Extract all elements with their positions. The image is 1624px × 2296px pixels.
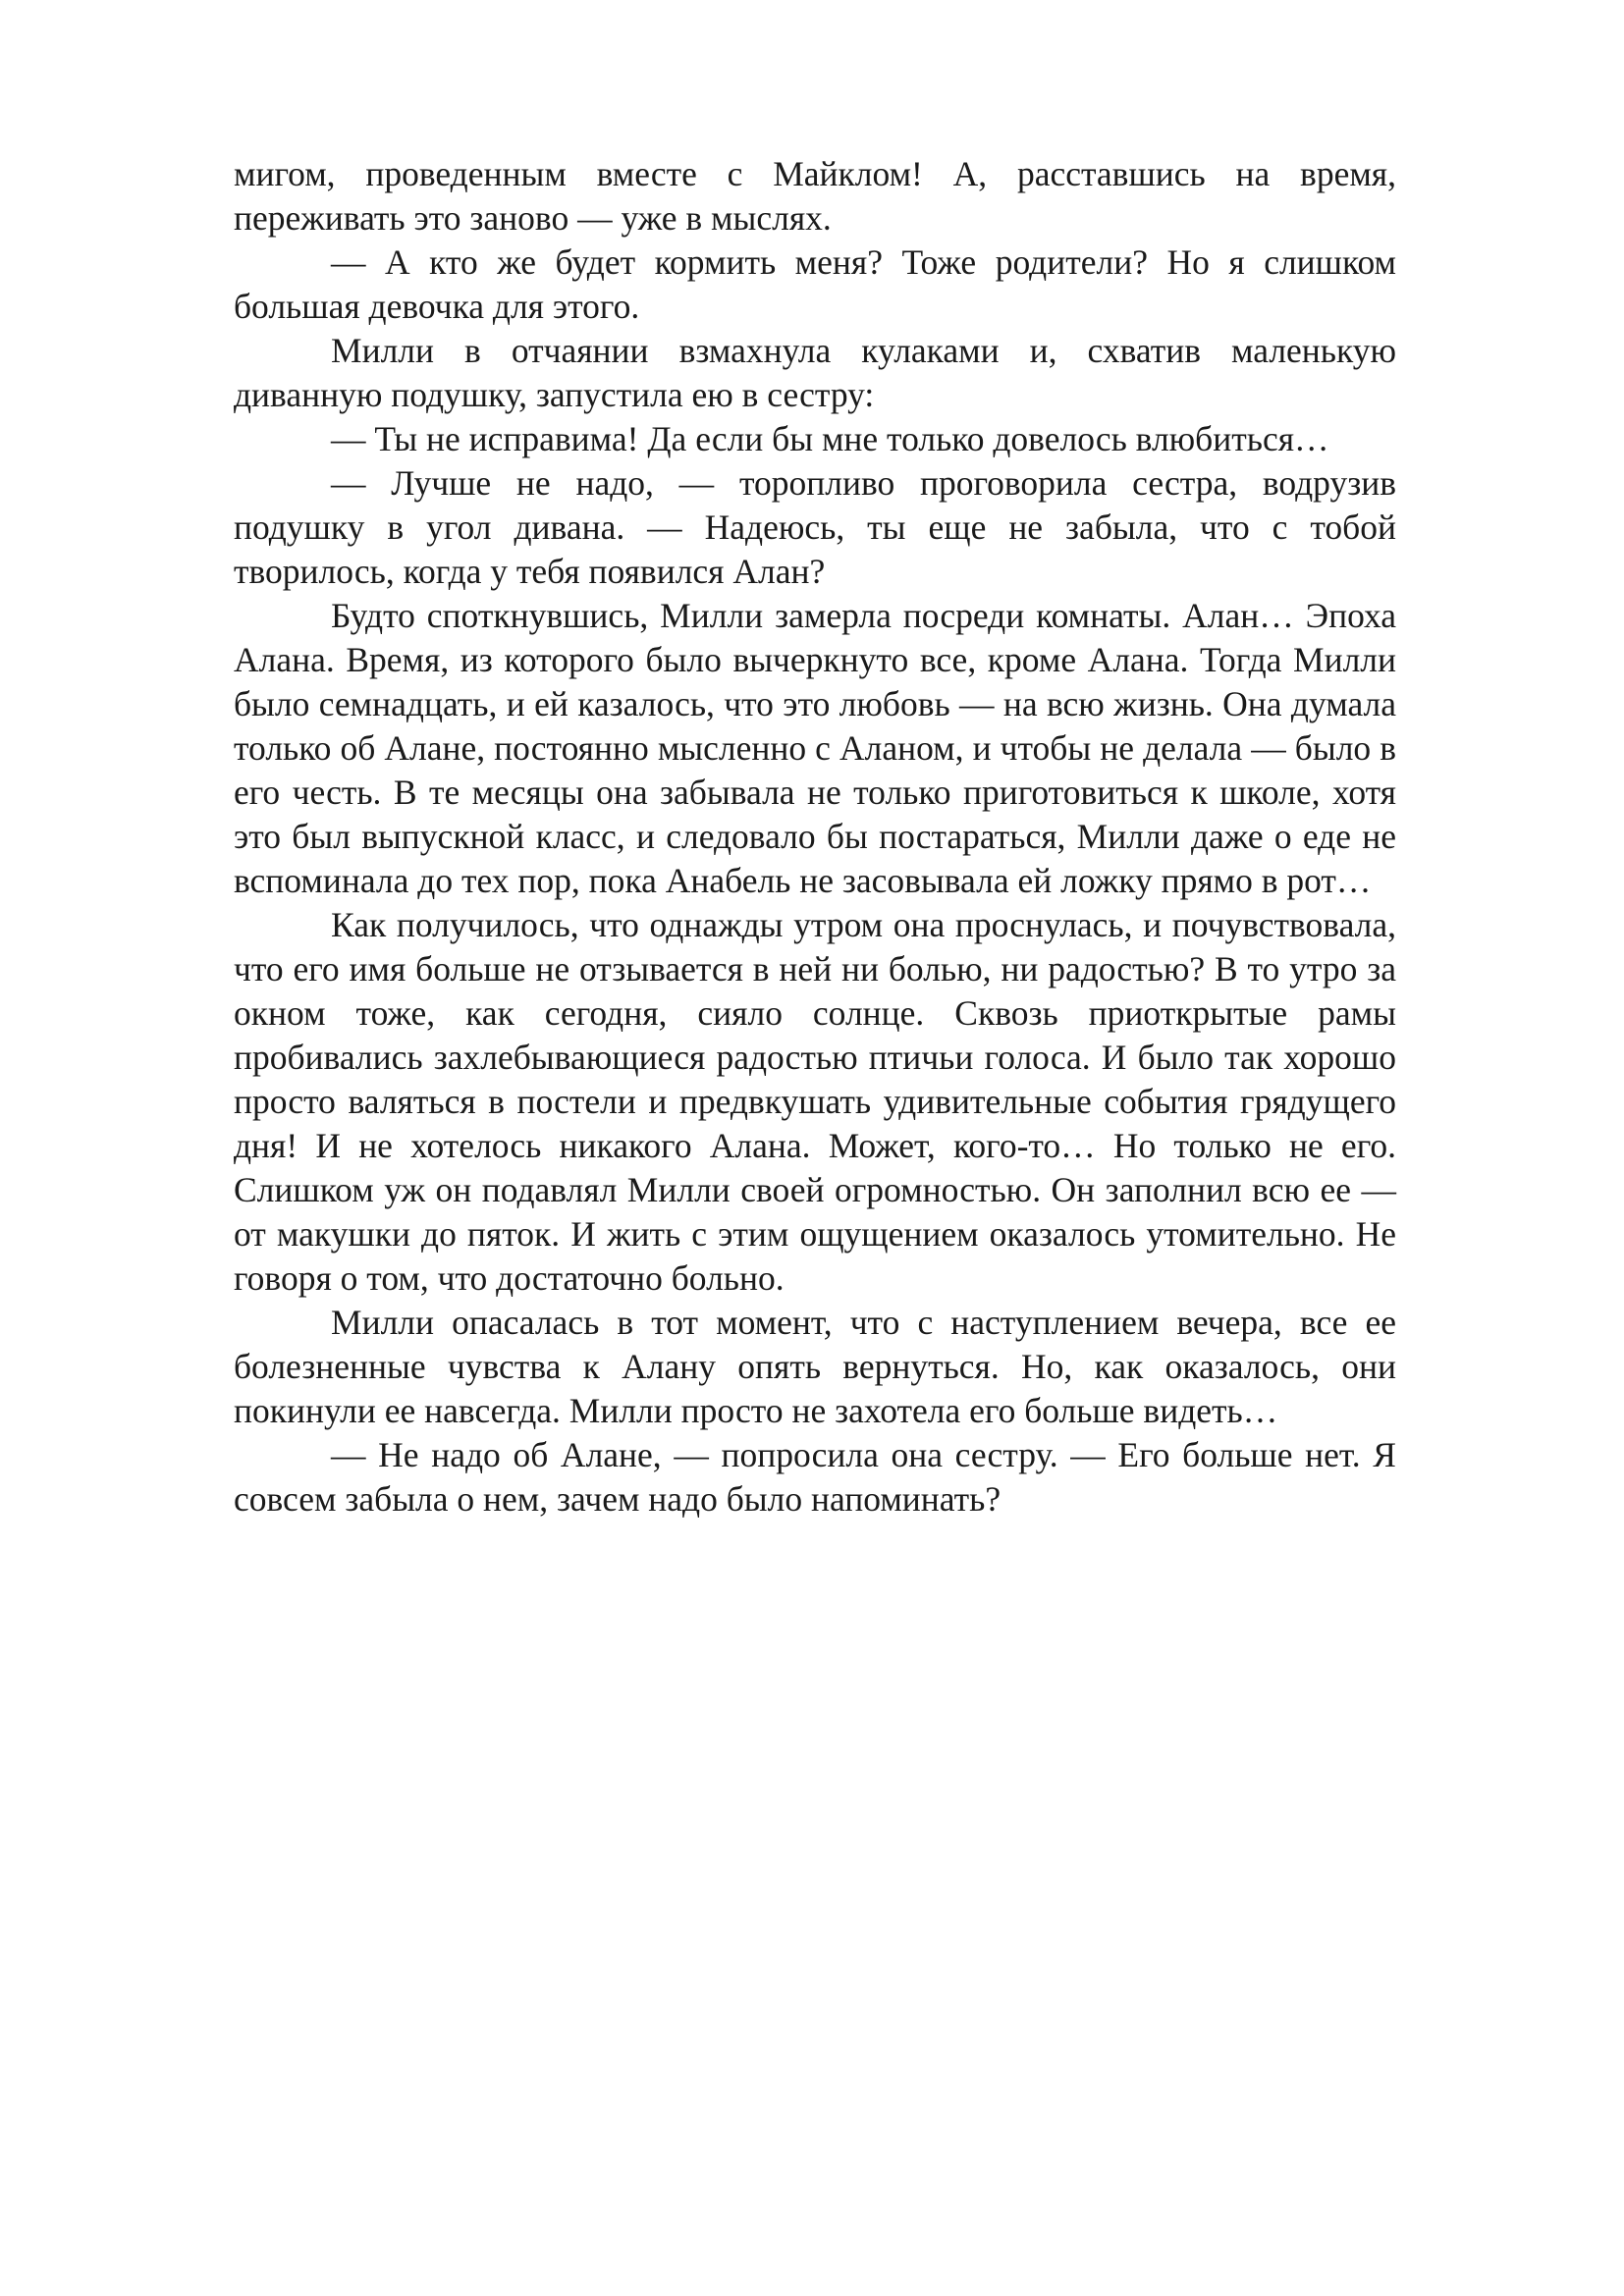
paragraph-continuation: мигом, проведенным вместе с Майклом! А, расставшись на время, переживать это заново — уже в мыслях. (234, 154, 1396, 238)
body-text (234, 152, 1396, 1522)
paragraph-dialogue-alan: — Лучше не надо, — торопливо проговорила сестра, водрузив подушку в угол дивана. — Надеюсь, ты еще не забыла, что с тобой творилось, когда у тебя появился Алан? (234, 463, 1396, 591)
paragraph-dialogue-forget: — Не надо об Алане, — попросила она сестру. — Его больше нет. Я совсем забыла о нем, зачем надо было напоминать? (234, 1435, 1396, 1519)
paragraph-evening-fear: Милли опасалась в тот момент, что с наступлением вечера, все ее болезненные чувства к Алану опять вернуться. Но, как оказалось, они покинули ее навсегда. Милли просто не захотела его больше видеть… (234, 1303, 1396, 1430)
paragraph-dialogue-incorrigible: — Ты не исправима! Да если бы мне только довелось влюбиться… (331, 419, 1329, 458)
paragraph-dialogue-feeding: — А кто же будет кормить меня? Тоже родители? Но я слишком большая девочка для этого. (234, 242, 1396, 326)
paragraph-pillow-throw: Милли в отчаянии взмахнула кулаками и, схватив маленькую диванную подушку, запустила ею в сестру: (234, 331, 1396, 414)
paragraph-morning: Как получилось, что однажды утром она проснулась, и почувствовала, что его имя больше не отзывается в ней ни болью, ни радостью? В то утро за окном тоже, как сегодня, сияло солнце. Сквозь приоткрытые рамы пробивались захлебывающиеся радостью птичьи голоса. И было так хорошо просто валяться в постели и предвкушать удивительные события грядущего дня! И не хотелось никакого Алана. Может, кого-то… Но только не его. Слишком уж он подавлял Милли своей огромностью. Он заполнил всю ее — от макушки до пяток. И жить с этим ощущением оказалось утомительно. Не говоря о том, что достаточно больно. (234, 905, 1396, 1298)
paragraph-alan-era: Будто споткнувшись, Милли замерла посреди комнаты. Алан… Эпоха Алана. Время, из которого было вычеркнуто все, кроме Алана. Тогда Милли было семнадцать, и ей казалось, что это любовь — на всю жизнь. Она думала только об Алане, постоянно мысленно с Аланом, и чтобы не делала — было в его честь. В те месяцы она забывала не только приготовиться к школе, хотя это был выпускной класс, и следовало бы постараться, Милли даже о еде не вспоминала до тех пор, пока Анабель не засовывала ей ложку прямо в рот… (234, 596, 1396, 900)
